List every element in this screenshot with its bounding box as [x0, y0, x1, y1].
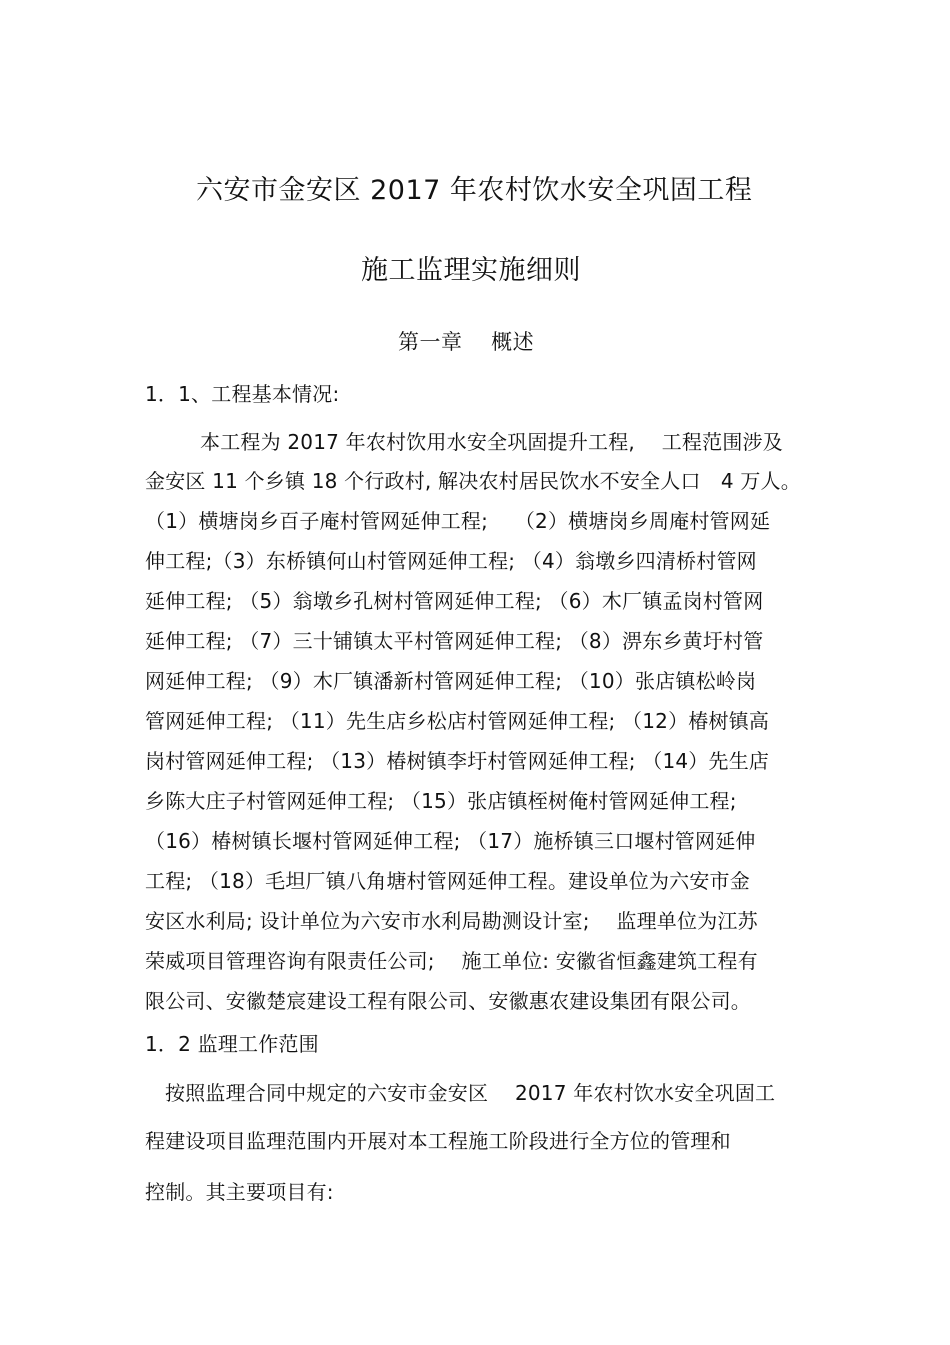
paragraph-line: （16）椿树镇长堰村管网延伸工程; （17）施桥镇三口堰村管网延伸: [145, 829, 756, 853]
paragraph-line: 控制。其主要项目有:: [145, 1180, 334, 1204]
paragraph-line: （1）横塘岗乡百子庵村管网延伸工程; （2）横塘岗乡周庵村管网延: [145, 509, 771, 533]
paragraph-line: 网延伸工程; （9）木厂镇潘新村管网延伸工程; （10）张店镇松岭岗: [145, 669, 757, 693]
document-title-line2: 施工监理实施细则: [361, 255, 581, 286]
paragraph-line: 工程; （18）毛坦厂镇八角塘村管网延伸工程。建设单位为六安市金: [145, 869, 750, 893]
paragraph-line: 岗村管网延伸工程; （13）椿树镇李圩村管网延伸工程; （14）先生店: [145, 749, 770, 773]
section-heading-1-1: 1．1、工程基本情况:: [145, 382, 340, 406]
chapter-heading: 第一章 概述: [398, 330, 535, 354]
paragraph-line: 延伸工程; （7）三十铺镇太平村管网延伸工程; （8）淠东乡黄圩村管: [145, 629, 764, 653]
document-title-line1: 六安市金安区 2017 年农村饮水安全巩固工程: [196, 175, 753, 206]
paragraph-line: 本工程为 2017 年农村饮用水安全巩固提升工程, 工程范围涉及: [200, 430, 783, 454]
paragraph-line: 安区水利局; 设计单位为六安市水利局勘测设计室; 监理单位为江苏: [145, 909, 758, 933]
section-heading-1-2: 1．2 监理工作范围: [145, 1032, 319, 1056]
paragraph-line: 延伸工程; （5）翁墩乡孔树村管网延伸工程; （6）木厂镇孟岗村管网: [145, 589, 764, 613]
paragraph-line: 按照监理合同中规定的六安市金安区 2017 年农村饮水安全巩固工: [165, 1081, 776, 1105]
paragraph-line: 伸工程;（3）东桥镇何山村管网延伸工程; （4）翁墩乡四清桥村管网: [145, 549, 757, 573]
paragraph-line: 管网延伸工程; （11）先生店乡松店村管网延伸工程; （12）椿树镇高: [145, 709, 770, 733]
paragraph-line: 荣威项目管理咨询有限责任公司; 施工单位: 安徽省恒鑫建筑工程有: [145, 949, 758, 973]
paragraph-line: 乡陈大庄子村管网延伸工程; （15）张店镇桎树俺村管网延伸工程;: [145, 789, 737, 813]
paragraph-line: 程建设项目监理范围内开展对本工程施工阶段进行全方位的管理和: [145, 1129, 731, 1153]
paragraph-line: 限公司、安徽楚宸建设工程有限公司、安徽惠农建设集团有限公司。: [145, 989, 751, 1013]
paragraph-line: 金安区 11 个乡镇 18 个行政村, 解决农村居民饮水不安全人口 4 万人。: [145, 469, 801, 493]
